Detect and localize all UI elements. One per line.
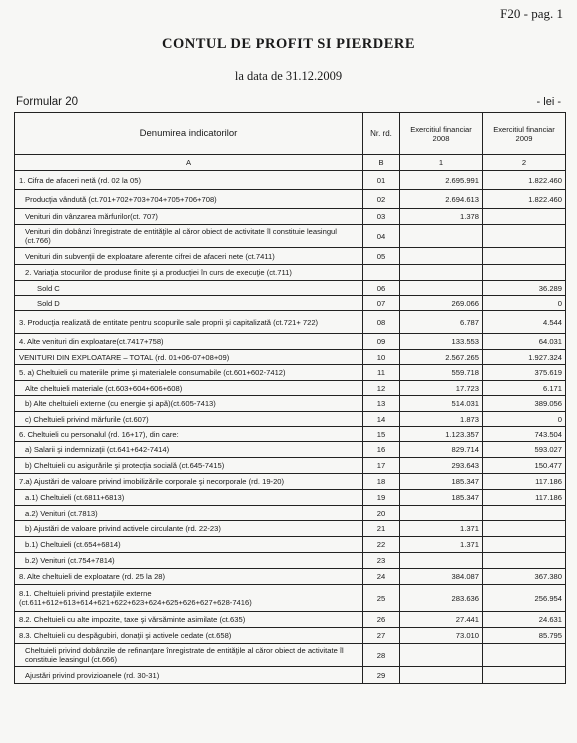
- value-2008: 283.636: [400, 585, 483, 612]
- value-2009: 4.544: [483, 311, 566, 334]
- row-number: 21: [363, 521, 400, 537]
- table-row: [15, 612, 566, 628]
- value-2009: 36.289: [483, 281, 566, 296]
- value-2008: 1.371: [400, 537, 483, 553]
- value-2008: [400, 281, 483, 296]
- value-2009: [483, 248, 566, 265]
- row-number: 02: [363, 190, 400, 209]
- row-number: 15: [363, 427, 400, 442]
- indicator-label: Venituri din subvenţii de exploatare aferente cifrei de afaceri nete (ct.7411): [15, 248, 363, 265]
- row-number: 19: [363, 490, 400, 506]
- value-2009: 24.631: [483, 612, 566, 628]
- value-2008: 6.787: [400, 311, 483, 334]
- row-number: 17: [363, 458, 400, 474]
- value-2008: 1.371: [400, 521, 483, 537]
- indicator-label: Cheltuieli privind dobânzile de refinanţare înregistrate de entităţile al căror obiect de activitate îl constituie leasingul (ct.666): [15, 644, 363, 667]
- form-name: Formular 20: [16, 96, 78, 108]
- row-number: 25: [363, 585, 400, 612]
- value-2008: 559.718: [400, 365, 483, 381]
- table-row: [15, 474, 566, 490]
- indicator-label: Alte cheltuieli materiale (ct.603+604+606+608): [15, 381, 363, 396]
- document-date: la data de 31.12.2009: [234, 69, 343, 83]
- table-row: [15, 381, 566, 396]
- value-2008: 384.087: [400, 569, 483, 585]
- row-number: 29: [363, 667, 400, 684]
- row-number: 22: [363, 537, 400, 553]
- row-number: 03: [363, 209, 400, 225]
- value-2009: 743.504: [483, 427, 566, 442]
- indicator-label: b) Ajustări de valoare privind activele circulante (rd. 22-23): [15, 521, 363, 537]
- column-letter: B: [363, 155, 400, 171]
- indicator-label: b.2) Venituri (ct.754+7814): [15, 553, 363, 569]
- table-row: [15, 334, 566, 350]
- indicator-label: b) Alte cheltuieli externe (cu energie şi apă)(ct.605-7413): [15, 396, 363, 412]
- table-row: [15, 281, 566, 296]
- table-row: [15, 667, 566, 684]
- value-2008: 2.695.991: [400, 171, 483, 190]
- indicator-label: Producţia vândută (ct.701+702+703+704+705+706+708): [15, 190, 363, 209]
- value-2009: 117.186: [483, 474, 566, 490]
- indicator-label: Venituri din vânzarea mărfurilor(ct. 707): [15, 209, 363, 225]
- indicator-label: Sold C: [15, 281, 363, 296]
- row-number: 09: [363, 334, 400, 350]
- value-2009: 1.822.460: [483, 190, 566, 209]
- column-letter: 2: [483, 155, 566, 171]
- value-2009: [483, 667, 566, 684]
- table-row: [15, 537, 566, 553]
- table-row: [15, 350, 566, 365]
- row-number: 07: [363, 296, 400, 311]
- indicator-label: b.1) Cheltuieli (ct.654+6814): [15, 537, 363, 553]
- value-2008: 27.441: [400, 612, 483, 628]
- column-letter-row: [15, 155, 566, 171]
- indicator-label: 8.2. Cheltuieli cu alte impozite, taxe şi vărsăminte asimilate (ct.635): [15, 612, 363, 628]
- header-row-number: Nr. rd.: [363, 113, 400, 155]
- indicator-label: c) Cheltuieli privind mărfurile (ct.607): [15, 412, 363, 427]
- value-2008: 269.066: [400, 296, 483, 311]
- indicator-label: 1. Cifra de afaceri netă (rd. 02 la 05): [15, 171, 363, 190]
- column-letter: A: [15, 155, 363, 171]
- indicator-label: 4. Alte venituri din exploatare(ct.7417+758): [15, 334, 363, 350]
- table-row: [15, 569, 566, 585]
- row-number: 11: [363, 365, 400, 381]
- value-2009: 0: [483, 412, 566, 427]
- value-2009: 389.056: [483, 396, 566, 412]
- row-number: 16: [363, 442, 400, 458]
- indicator-label: a.1) Cheltuieli (ct.6811+6813): [15, 490, 363, 506]
- table-row: [15, 396, 566, 412]
- row-number: 23: [363, 553, 400, 569]
- table-row: [15, 412, 566, 427]
- row-number: 10: [363, 350, 400, 365]
- value-2008: 185.347: [400, 490, 483, 506]
- indicator-label: Sold D: [15, 296, 363, 311]
- table-row: [15, 248, 566, 265]
- indicator-label: a) Salarii şi indemnizaţii (ct.641+642-7414): [15, 442, 363, 458]
- indicator-label: Venituri din dobânzi înregistrate de entităţile al căror obiect de activitate îl constituie leasingul (ct.766): [15, 225, 363, 248]
- row-number: 14: [363, 412, 400, 427]
- table-row: [15, 265, 566, 281]
- indicator-label: 2. Variaţia stocurilor de produse finite şi a producţiei în curs de execuţie (ct.711): [15, 265, 363, 281]
- value-2009: [483, 553, 566, 569]
- table-row: [15, 296, 566, 311]
- value-2009: 375.619: [483, 365, 566, 381]
- table-row: [15, 458, 566, 474]
- indicator-label: 6. Cheltuieli cu personalul (rd. 16+17), din care:: [15, 427, 363, 442]
- row-number: 12: [363, 381, 400, 396]
- value-2009: 64.031: [483, 334, 566, 350]
- row-number: [363, 265, 400, 281]
- value-2008: [400, 225, 483, 248]
- value-2008: [400, 667, 483, 684]
- value-2009: 256.954: [483, 585, 566, 612]
- indicator-label: VENITURI DIN EXPLOATARE – TOTAL (rd. 01+06-07+08+09): [15, 350, 363, 365]
- indicator-label: b) Cheltuieli cu asigurările şi protecţia socială (ct.645-7415): [15, 458, 363, 474]
- table-row: [15, 644, 566, 667]
- table-row: [15, 506, 566, 521]
- indicator-label: 8. Alte cheltuieli de exploatare (rd. 25 la 28): [15, 569, 363, 585]
- row-number: 27: [363, 628, 400, 644]
- table-row: [15, 585, 566, 612]
- value-2009: 1.822.460: [483, 171, 566, 190]
- indicator-label: a.2) Venituri (ct.7813): [15, 506, 363, 521]
- value-2008: 1.378: [400, 209, 483, 225]
- indicator-label: 7.a) Ajustări de valoare privind imobilizările corporale şi necorporale (rd. 19-20): [15, 474, 363, 490]
- table-row: [15, 225, 566, 248]
- row-number: 28: [363, 644, 400, 667]
- value-2008: 2.694.613: [400, 190, 483, 209]
- value-2009: [483, 209, 566, 225]
- value-2008: 73.010: [400, 628, 483, 644]
- value-2009: 1.927.324: [483, 350, 566, 365]
- value-2009: 85.795: [483, 628, 566, 644]
- value-2008: [400, 248, 483, 265]
- row-number: 06: [363, 281, 400, 296]
- header-indicator: Denumirea indicatorilor: [15, 113, 363, 155]
- row-number: 18: [363, 474, 400, 490]
- row-number: 24: [363, 569, 400, 585]
- value-2008: [400, 553, 483, 569]
- row-number: 04: [363, 225, 400, 248]
- indicator-label: 8.3. Cheltuieli cu despăgubiri, donaţii şi activele cedate (ct.658): [15, 628, 363, 644]
- value-2009: [483, 537, 566, 553]
- value-2009: 367.380: [483, 569, 566, 585]
- value-2008: 514.031: [400, 396, 483, 412]
- table-row: [15, 311, 566, 334]
- value-2008: 17.723: [400, 381, 483, 396]
- row-number: 13: [363, 396, 400, 412]
- header-year-2008: Exercitiul financiar 2008: [400, 113, 483, 155]
- table-row: [15, 442, 566, 458]
- indicator-label: Ajustări privind provizioanele (rd. 30-31): [15, 667, 363, 684]
- table-row: [15, 427, 566, 442]
- indicator-label: 8.1. Cheltuieli privind prestaţiile externe (ct.611+612+613+614+621+622+623+624+625+626+627+628-7416): [15, 585, 363, 612]
- indicator-label: 5. a) Cheltuieli cu materiile prime şi materialele consumabile (ct.601+602-7412): [15, 365, 363, 381]
- value-2009: 150.477: [483, 458, 566, 474]
- profit-loss-table: [14, 112, 566, 684]
- page-label: F20 - pag. 1: [500, 6, 563, 21]
- table-row: [15, 171, 566, 190]
- row-number: 20: [363, 506, 400, 521]
- value-2008: 133.553: [400, 334, 483, 350]
- value-2009: [483, 265, 566, 281]
- row-number: 26: [363, 612, 400, 628]
- table-row: [15, 553, 566, 569]
- row-number: 08: [363, 311, 400, 334]
- value-2008: 1.873: [400, 412, 483, 427]
- header-row: [15, 113, 566, 155]
- table-row: [15, 190, 566, 209]
- table-row: [15, 490, 566, 506]
- value-2009: 593.027: [483, 442, 566, 458]
- value-2008: 293.643: [400, 458, 483, 474]
- value-2008: 829.714: [400, 442, 483, 458]
- value-2008: [400, 506, 483, 521]
- value-2009: 0: [483, 296, 566, 311]
- value-2009: [483, 644, 566, 667]
- value-2008: 2.567.265: [400, 350, 483, 365]
- row-number: 05: [363, 248, 400, 265]
- table-row: [15, 628, 566, 644]
- value-2008: [400, 265, 483, 281]
- document-title: CONTUL DE PROFIT SI PIERDERE: [161, 36, 416, 52]
- value-2008: [400, 644, 483, 667]
- value-2009: 117.186: [483, 490, 566, 506]
- currency-unit: - lei -: [536, 96, 561, 108]
- value-2009: [483, 521, 566, 537]
- column-letter: 1: [400, 155, 483, 171]
- value-2008: 1.123.357: [400, 427, 483, 442]
- indicator-label: 3. Producţia realizată de entitate pentru scopurile sale proprii şi capitalizată (ct.721+ 722): [15, 311, 363, 334]
- table-row: [15, 209, 566, 225]
- table-row: [15, 365, 566, 381]
- value-2009: [483, 506, 566, 521]
- row-number: 01: [363, 171, 400, 190]
- header-year-2009: Exercitiul financiar 2009: [483, 113, 566, 155]
- value-2009: [483, 225, 566, 248]
- table-row: [15, 521, 566, 537]
- value-2009: 6.171: [483, 381, 566, 396]
- value-2008: 185.347: [400, 474, 483, 490]
